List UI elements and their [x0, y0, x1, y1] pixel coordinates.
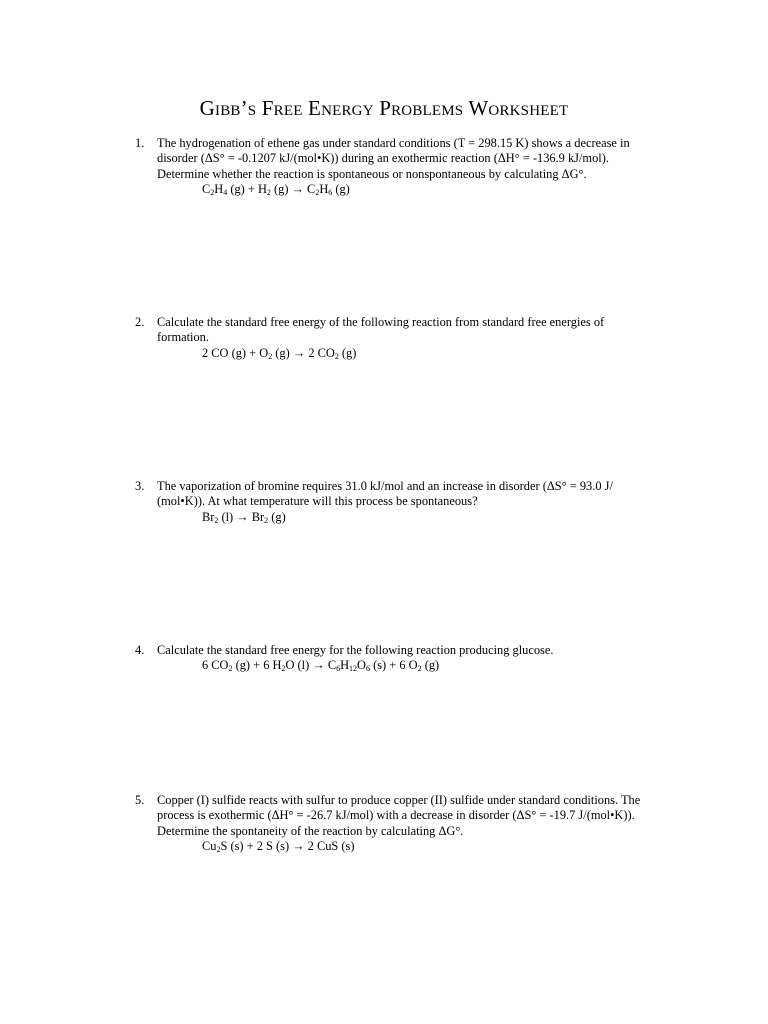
- problem-number: 3.: [135, 479, 145, 493]
- problem-number: 5.: [135, 793, 145, 807]
- problem-1: [135, 136, 655, 198]
- problem-equation: $Br_2$ $(l) \to Br_2$ (g): [202, 509, 286, 525]
- problem-4: [135, 643, 655, 674]
- problem-number: 1.: [135, 136, 145, 150]
- problem-5: [135, 793, 655, 855]
- problem-equation: $C_2H_4$ $(g) + H_2$ $(g) \to C_2H_6$ (g): [202, 182, 350, 198]
- worksheet-title: Gibb’s Free Energy Problems Worksheet: [199, 96, 569, 120]
- problem-number: 2.: [135, 315, 145, 329]
- problem-equation: 2 CO $(g) + O_2$ (g) → 2 $CO_2$ (g): [202, 345, 357, 361]
- problem-equation: 6 $CO_2$ (g) + 6 $H_2O$ $(l) \to C_6H_{12}O_6$ (s) + 6 $O_2$ (g): [202, 658, 440, 674]
- problem-text: The vaporization of bromine requires 31.0 kJ/mol and an increase in disorder (ΔS° = 93.0 J/ (mol•K)). At what temperature will this process be spontaneous?: [157, 479, 613, 509]
- problem-text: Copper (I) sulfide reacts with sulfur to produce copper (II) sulfide under standard conditions. The process is exothermic (ΔH° = -26.7 kJ/mol) with a decrease in disorder (ΔS° = -19.7 J/(mol•K)). Determine the spontaneity of the reaction by calculating ΔG°.: [157, 793, 641, 838]
- problem-text: The hydrogenation of ethene gas under standard conditions (T = 298.15 K) shows a decrease in disorder (ΔS° = -0.1207 kJ/(mol•K)) during an exothermic reaction (ΔH° = -136.9 kJ/mol). Determine whether the reaction is spontaneous or nonspontaneous by calculating ΔG°.: [157, 136, 630, 181]
- problem-equation: $Cu_2S$ (s) + 2 S (s) → 2 CuS (s): [202, 839, 355, 855]
- problem-number: 4.: [135, 643, 145, 657]
- problem-text: Calculate the standard free energy of the following reaction from standard free energies of formation.: [157, 315, 605, 345]
- problem-3: [135, 479, 655, 525]
- problem-text: Calculate the standard free energy for the following reaction producing glucose.: [157, 643, 554, 657]
- problem-2: [135, 315, 655, 361]
